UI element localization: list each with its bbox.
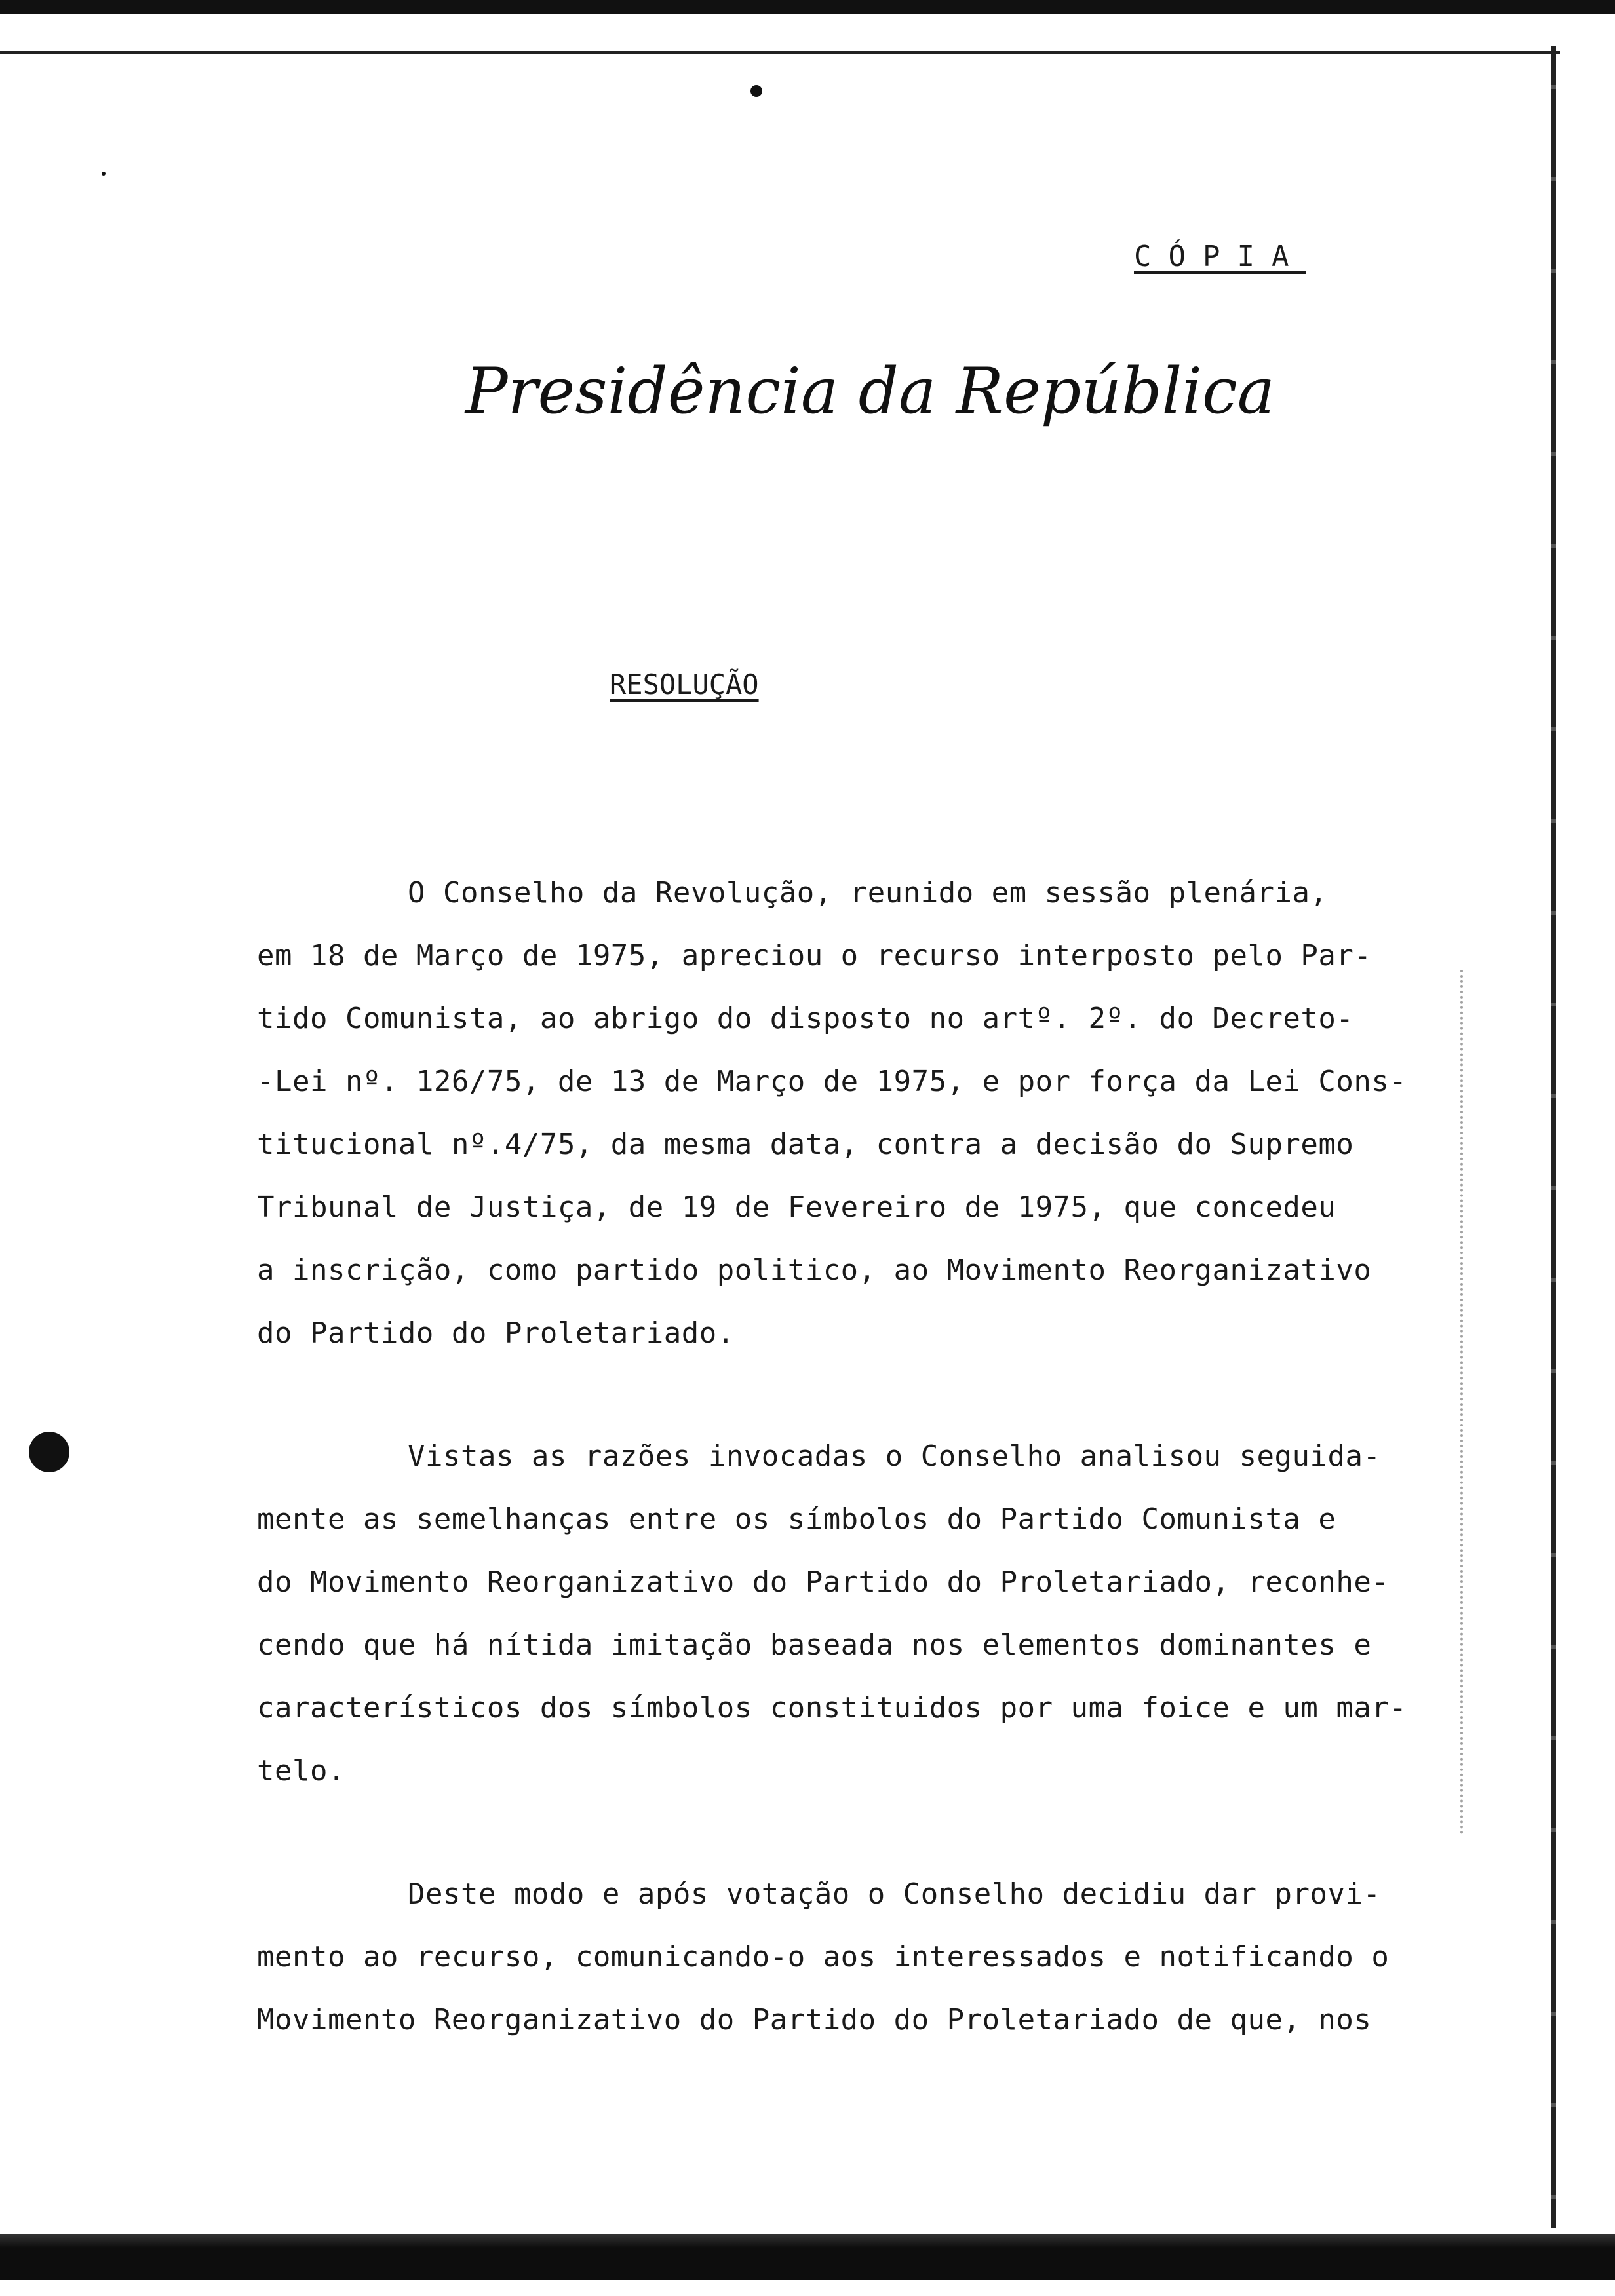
text-line: Movimento Reorganizativo do Partido do Proletariado de que, nos bbox=[257, 2003, 1372, 2037]
paragraph bbox=[257, 862, 1456, 1365]
scan-edge-top bbox=[0, 0, 1615, 14]
text-line: Tribunal de Justiça, de 19 de Fevereiro de 1975, que concedeu bbox=[257, 1191, 1336, 1224]
text-line: telo. bbox=[257, 1754, 345, 1788]
letterhead-script bbox=[459, 341, 1275, 439]
text-line: tido Comunista, ao abrigo do disposto no artº. 2º. do Decreto- bbox=[257, 1002, 1354, 1035]
text-line: do Partido do Proletariado. bbox=[257, 1316, 735, 1350]
ink-speck bbox=[750, 85, 762, 97]
document-title: RESOLUÇÃO bbox=[610, 668, 759, 700]
copy-mark: CÓPIA bbox=[1134, 240, 1306, 273]
ink-speck bbox=[29, 1432, 69, 1472]
text-line: Deste modo e após votação o Conselho decidiu dar provi- bbox=[408, 1877, 1381, 1911]
scan-edge-right bbox=[1551, 46, 1556, 2228]
scan-noise-right bbox=[1460, 970, 1483, 1835]
text-line: mento ao recurso, comunicando-o aos interessados e notificando o bbox=[257, 1940, 1390, 1974]
ink-speck bbox=[102, 172, 106, 176]
text-line: -Lei nº. 126/75, de 13 de Março de 1975, e por força da Lei Cons- bbox=[257, 1065, 1407, 1098]
document-body bbox=[257, 862, 1456, 2112]
text-line: em 18 de Março de 1975, apreciou o recurso interposto pelo Par- bbox=[257, 939, 1372, 972]
text-line: cendo que há nítida imitação baseada nos elementos dominantes e bbox=[257, 1628, 1372, 1662]
text-line: mente as semelhanças entre os símbolos do Partido Comunista e bbox=[257, 1502, 1336, 1536]
text-line: O Conselho da Revolução, reunido em sessão plenária, bbox=[408, 876, 1328, 909]
scan-line-top bbox=[0, 51, 1560, 54]
text-line: do Movimento Reorganizativo do Partido do Proletariado, reconhe- bbox=[257, 1565, 1390, 1599]
scan-edge-bottom bbox=[0, 2234, 1615, 2280]
text-line: característicos dos símbolos constituidos por uma foice e um mar- bbox=[257, 1691, 1407, 1725]
text-line: a inscrição, como partido politico, ao Movimento Reorganizativo bbox=[257, 1253, 1372, 1287]
text-line: Vistas as razões invocadas o Conselho analisou seguida- bbox=[408, 1440, 1381, 1473]
paragraph bbox=[257, 1863, 1456, 2052]
text-line: titucional nº.4/75, da mesma data, contra a decisão do Supremo bbox=[257, 1128, 1354, 1161]
letterhead-text: Presidência da República bbox=[465, 354, 1275, 428]
paragraph bbox=[257, 1425, 1456, 1803]
